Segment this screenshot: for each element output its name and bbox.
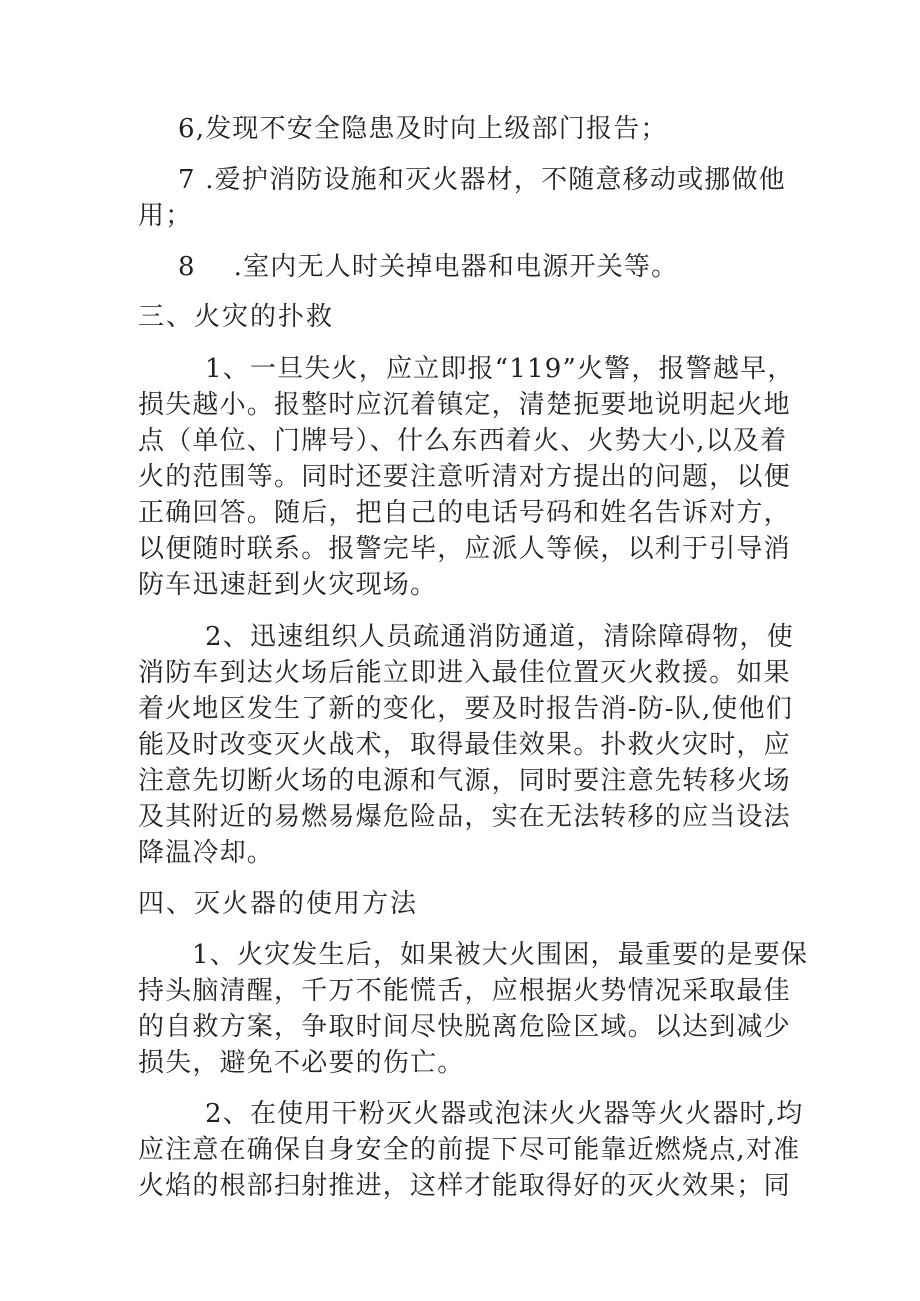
section-3-p2-line-6: 及其附近的易燃易爆危险品，实在无法转移的应当设法 (138, 802, 791, 832)
section-3-p1-line-4: 火的范围等。同时还要注意听清对方提出的问题，以便 (138, 462, 791, 492)
section-3-p1-line-6: 以便随时联系。报警完毕，应派人等候，以利于引导消 (138, 534, 791, 564)
section-3-p1-line-3: 点（单位、门牌号）、什么东西着火、火势大小,以及着 (138, 426, 788, 456)
section-4-p2-line-1: 2、在使用干粉灭火器或泡沫火火器等火火器时,均 (205, 1099, 804, 1129)
section-3-p1-line-7: 防车迅速赶到火灾现场。 (138, 570, 438, 600)
section-3-p2-line-5: 注意先切断火场的电源和气源，同时要注意先转移火场 (138, 766, 791, 796)
section-3-p1-line-1: 1、一旦失火，应立即报“119”火警，报警越早， (205, 354, 795, 384)
section-3-heading: 三、火灾的扑救 (138, 302, 335, 332)
section-4-heading: 四、灭火器的使用方法 (138, 889, 419, 919)
item-8-line-1: 8 .室内无人时关掉电器和电源开关等。 (178, 252, 679, 282)
section-4-p1-line-2: 持头脑清醒，千万不能慌舌，应根据火势情况采取最佳 (138, 976, 791, 1006)
section-4-p1-line-3: 的自救方案，争取时间尽快脱离危险区域。以达到减少 (138, 1012, 791, 1042)
section-3-p2-line-3: 着火地区发生了新的变化，要及时报告消-防-队,使他们 (138, 694, 794, 724)
section-3-p2-line-1: 2、迅速组织人员疏通消防通道，清除障碍物，使 (205, 622, 794, 652)
item-6-line-1: 6,发现不安全隐患及时向上级部门报告； (178, 114, 668, 144)
section-4-p2-line-3: 火焰的根部扫射推进，这样才能取得好的灭火效果；同 (138, 1171, 791, 1201)
section-3-p2-line-2: 消防车到达火场后能立即进入最佳位置灭火救援。如果 (138, 658, 791, 688)
section-3-p2-line-7: 降温冷却。 (138, 838, 275, 868)
section-4-p1-line-1: 1、火灾发生后，如果被大火围困，最重要的是要保 (192, 940, 809, 970)
item-7-line-1: 7 .爱护消防设施和灭火器材，不随意移动或挪做他 (178, 165, 786, 195)
section-3-p1-line-5: 正确回答。随后，把自己的电话号码和姓名告诉对方， (138, 498, 791, 528)
section-3-p1-line-2: 损失越小。报整时应沉着镇定，清楚扼要地说明起火地 (138, 390, 791, 420)
section-4-p2-line-2: 应注意在确保自身安全的前提下尽可能靠近燃烧点,对准 (138, 1135, 801, 1165)
section-4-p1-line-4: 损失，避免不必要的伤亡。 (138, 1048, 465, 1078)
item-7-line-2: 用； (138, 201, 193, 231)
section-3-p2-line-4: 能及时改变灭火战术，取得最佳效果。扑救火灾时，应 (138, 730, 791, 760)
